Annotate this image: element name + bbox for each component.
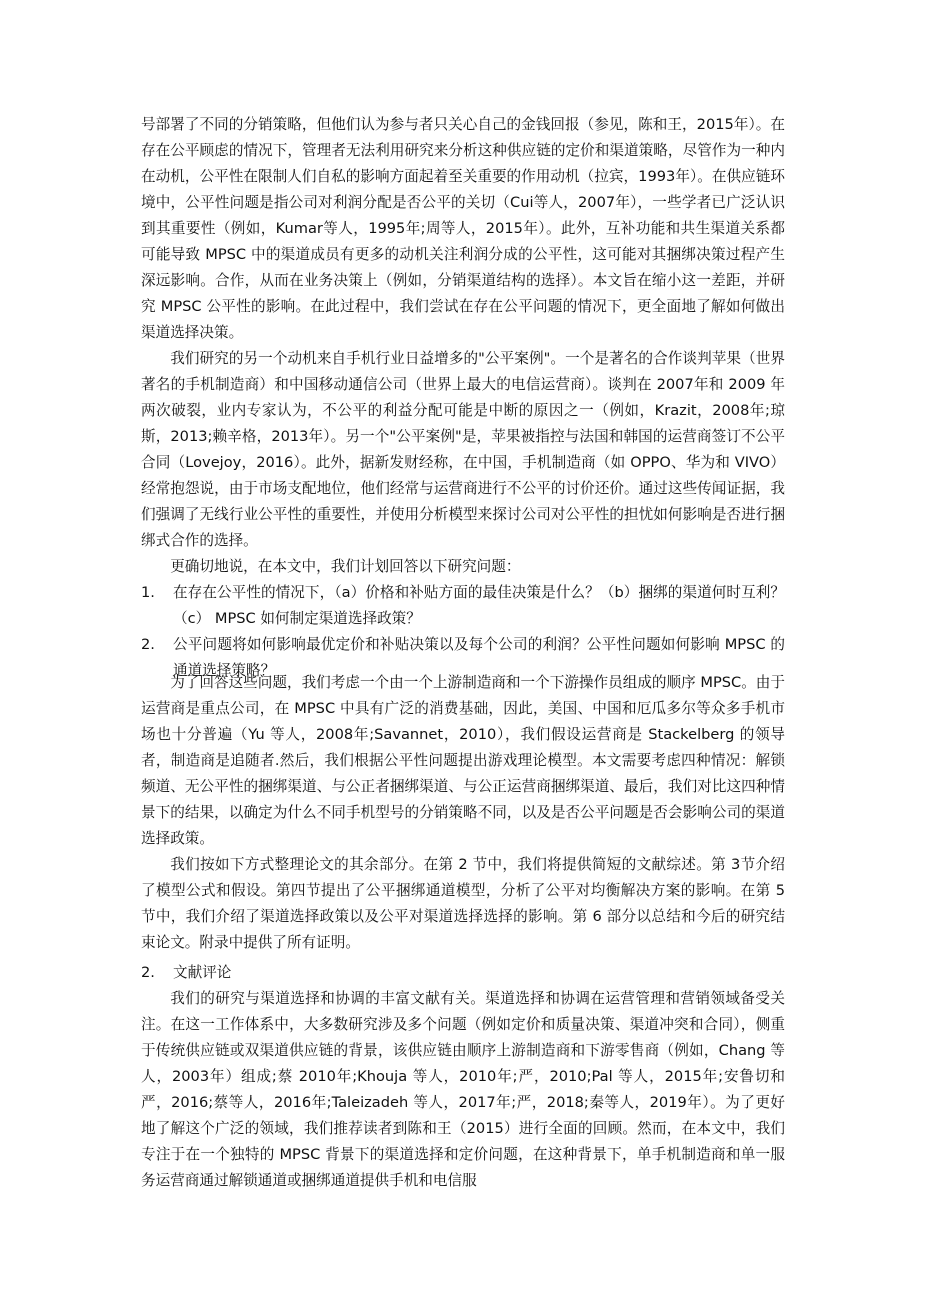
- body-upper: [141, 112, 785, 684]
- research-question-1: [141, 580, 785, 632]
- section-heading: [141, 960, 785, 986]
- paragraph-literature: 我们的研究与渠道选择和协调的丰富文献有关。渠道选择和协调在运营管理和营销领域备受关注。在这一工作体系中，大多数研究涉及多个问题（例如定价和质量决策、渠道冲突和合同），侧重于传统供应链或双渠道供应链的背景，该供应链由顺序上游制造商和下游零售商（例如，Chang 等人，2003年）组成;蔡 2010年;Khouja 等人，2010年;严，2010;Pal 等人，2015年;安鲁切和严，2016;蔡等人，2016年;Taleizadeh 等人，2017年;严，2018;秦等人，2019年）。为了更好地了解这个广泛的领域，我们推荐读者到陈和王（2015）进行全面的回顾。然而，在本文中，我们专注于在一个独特的 MPSC 背景下的渠道选择和定价问题，在这种背景下，单手机制造商和单一服务运营商通过解锁通道或捆绑通道提供手机和电信服: [141, 990, 785, 1189]
- section-title: 文献评论: [173, 964, 232, 981]
- section-literature: [141, 960, 785, 1194]
- paragraph-motivation: 我们研究的另一个动机来自手机行业日益增多的"公平案例"。一个是著名的合作谈判苹果（世界著名的手机制造商）和中国移动通信公司（世界上最大的电信运营商）。谈判在 2007年和 2009 年两次破裂，业内专家认为，不公平的利益分配可能是中断的原因之一（例如，Krazit，2008年;琼斯，2013;赖辛格，2013年）。另一个"公平案例"是，苹果被指控与法国和韩国的运营商签订不公平合同（Lovejoy，2016）。此外，据新发财经称，在中国，手机制造商（如 OPPO、华为和 VIVO）经常抱怨说，由于市场支配地位，他们经常与运营商进行不公平的讨价还价。通过这些传闻证据，我们强调了无线行业公平性的重要性，并使用分析模型来探讨公司对公平性的担忧如何影响是否进行捆绑式合作的选择。: [141, 350, 785, 549]
- question-text: 在存在公平性的情况下，（a）价格和补贴方面的最佳决策是什么？（b）捆绑的渠道何时互利？（c） MPSC 如何制定渠道选择政策？: [173, 584, 785, 627]
- question-number: 2.: [141, 636, 155, 653]
- body-middle: [141, 670, 785, 956]
- question-text: 公平问题将如何影响最优定价和补贴决策以及每个公司的利润？公平性问题如何影响 MPSC 的通道选择策略？: [173, 636, 785, 679]
- paragraph-questions-intro: 更确切地说，在本文中，我们计划回答以下研究问题：: [170, 558, 521, 575]
- question-number: 1.: [141, 584, 155, 601]
- paragraph-intro-continuation: 号部署了不同的分销策略，但他们认为参与者只关心自己的金钱回报（参见，陈和王，2015年）。在存在公平顾虑的情况下，管理者无法利用研究来分析这种供应链的定价和渠道策略，尽管作为一种内在动机，公平性在限制人们自私的影响方面起着至关重要的作用动机（拉宾，1993年）。在供应链环境中，公平性问题是指公司对利润分配是否公平的关切（Cui等人，2007年），一些学者已广泛认识到其重要性（例如，Kumar等人，1995年;周等人，2015年）。此外，互补功能和共生渠道关系都可能导致 MPSC 中的渠道成员有更多的动机关注利润分成的公平性，这可能对其捆绑决策过程产生深远影响。合作，从而在业务决策上（例如，分销渠道结构的选择）。本文旨在缩小这一差距，并研究 MPSC 公平性的影响。在此过程中，我们尝试在存在公平问题的情况下，更全面地了解如何做出渠道选择决策。: [141, 116, 785, 341]
- paragraph-approach: 为了回答这些问题，我们考虑一个由一个上游制造商和一个下游操作员组成的顺序 MPSC。由于运营商是重点公司，在 MPSC 中具有广泛的消费基础，因此，美国、中国和厄瓜多尔等众多手机市场也十分普遍（Yu 等人，2008年;Savannet，2010），我们假设运营商是 Stackelberg 的领导者，制造商是追随者.然后，我们根据公平性问题提出游戏理论模型。本文需要考虑四种情况：解锁频道、无公平性的捆绑渠道、与公正者捆绑渠道、与公正运营商捆绑渠道、最后，我们对比这四种情景下的结果，以确定为什么不同手机型号的分销策略不同，以及是否公平问题是否会影响公司的渠道选择政策。: [141, 674, 785, 847]
- paragraph-organization: 我们按如下方式整理论文的其余部分。在第 2 节中，我们将提供简短的文献综述。第 3节介绍了模型公式和假设。第四节提出了公平捆绑通道模型，分析了公平对均衡解决方案的影响。在第 5 节中，我们介绍了渠道选择政策以及公平对渠道选择选择的影响。第 6 部分以总结和今后的研究结束论文。附录中提供了所有证明。: [141, 856, 785, 951]
- section-number: 2.: [141, 964, 155, 981]
